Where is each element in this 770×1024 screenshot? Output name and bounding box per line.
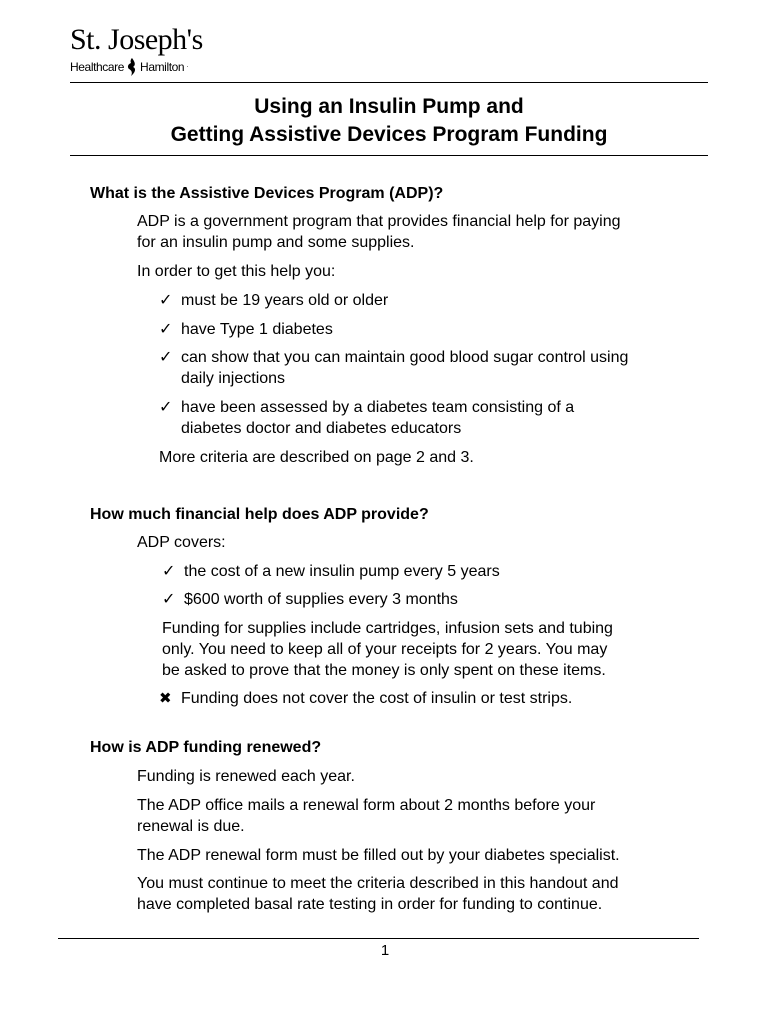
check-icon: ✓	[162, 591, 176, 608]
paragraph-line: be asked to prove that the money is only spent on these items.	[162, 662, 606, 679]
paragraph-line: Funding for supplies include cartridges, infusion sets and tubing	[162, 620, 613, 637]
list-item	[162, 561, 500, 582]
page-number: 1	[380, 942, 390, 959]
section-heading-what-is-adp: What is the Assistive Devices Program (ADP)?	[90, 185, 444, 202]
list-item-text: the cost of a new insulin pump every 5 years	[184, 563, 500, 580]
list-item-text: have been assessed by a diabetes team consisting of a	[181, 399, 575, 416]
check-icon: ✓	[159, 321, 173, 338]
logo-name: St. Joseph's	[70, 23, 203, 56]
paragraph-line: You must continue to meet the criteria described in this handout and	[137, 875, 619, 892]
list-item	[159, 397, 574, 418]
check-icon: ✓	[159, 292, 173, 309]
logo-sub-left: Healthcare	[70, 60, 125, 74]
list-item-text-continued: diabetes doctor and diabetes educators	[181, 420, 462, 437]
paragraph-line: have completed basal rate testing in order for funding to continue.	[137, 896, 603, 913]
list-item	[159, 319, 333, 340]
logo-subtitle	[70, 58, 203, 76]
header-rule-top	[70, 82, 708, 83]
paragraph-line: ADP covers:	[137, 534, 226, 551]
logo-sub-right: Hamilton	[140, 60, 185, 74]
paragraph-line: renewal is due.	[137, 818, 245, 835]
paragraph-line: only. You need to keep all of your receipts for 2 years. You may	[162, 641, 608, 658]
logo-mark-icon: ·	[186, 62, 189, 71]
check-icon: ✓	[159, 399, 173, 416]
paragraph-line: ADP is a government program that provides financial help for paying	[137, 213, 621, 230]
check-icon: ✓	[159, 349, 173, 366]
check-icon: ✓	[162, 563, 176, 580]
header-rule-bottom	[70, 155, 708, 156]
list-item-text: must be 19 years old or older	[181, 292, 389, 309]
list-item-text: have Type 1 diabetes	[181, 321, 333, 338]
flame-emblem-icon	[127, 58, 137, 76]
section-heading-renewal: How is ADP funding renewed?	[90, 739, 322, 756]
organization-logo	[70, 24, 203, 76]
list-item-text: can show that you can maintain good blood sugar control using	[181, 349, 629, 366]
list-item-text-continued: daily injections	[181, 370, 286, 387]
list-item-text: Funding does not cover the cost of insulin or test strips.	[181, 690, 573, 707]
paragraph-line: In order to get this help you:	[137, 263, 336, 280]
paragraph-line: The ADP renewal form must be filled out by your diabetes specialist.	[137, 847, 620, 864]
paragraph-line: More criteria are described on page 2 and 3.	[159, 449, 474, 466]
section-heading-financial-help: How much financial help does ADP provide?	[90, 506, 429, 523]
paragraph-line: for an insulin pump and some supplies.	[137, 234, 415, 251]
cross-icon: ✖	[159, 690, 172, 707]
list-item	[159, 290, 388, 311]
paragraph-line: The ADP office mails a renewal form about 2 months before your	[137, 797, 596, 814]
paragraph-line: Funding is renewed each year.	[137, 768, 355, 785]
footer-rule	[58, 938, 699, 939]
list-item	[162, 589, 458, 610]
list-item-excluded	[159, 688, 572, 709]
document-title-line1: Using an Insulin Pump and	[254, 95, 524, 118]
list-item-text: $600 worth of supplies every 3 months	[184, 591, 458, 608]
document-title-line2: Getting Assistive Devices Program Funding	[170, 123, 608, 146]
list-item	[159, 347, 628, 368]
